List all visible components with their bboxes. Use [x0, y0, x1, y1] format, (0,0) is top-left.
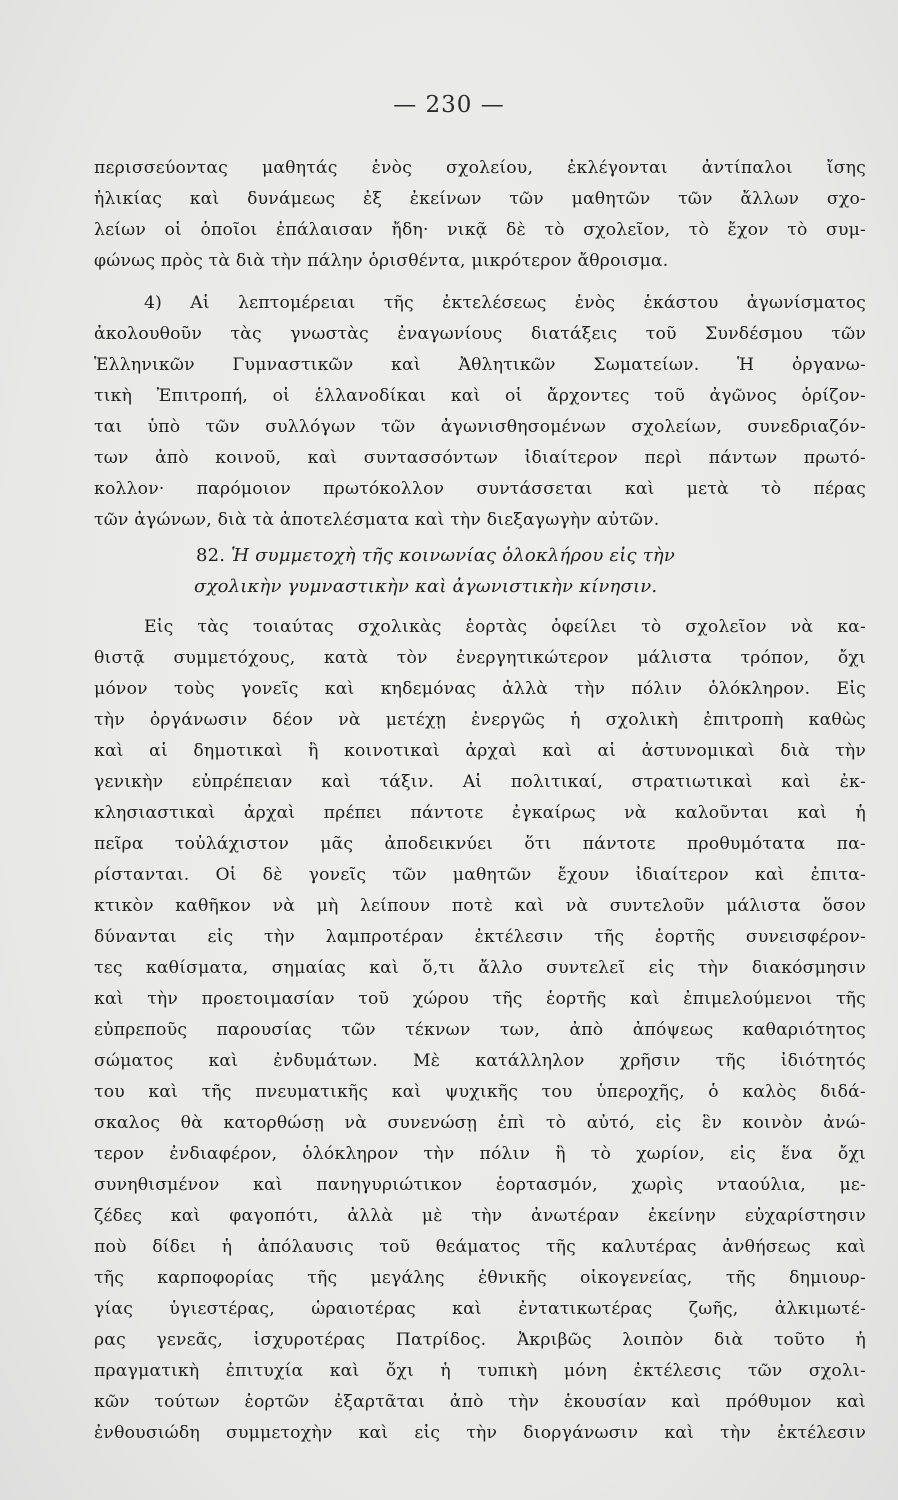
text-line: περισσεύοντας μαθητάς ἑνὸς σχολείου, ἐκλέγονται ἀντίπαλοι ἴσης — [94, 158, 866, 178]
paragraph-item-4 — [94, 288, 866, 536]
text-line: καὶ αἱ δημοτικαὶ ἢ κοινοτικαὶ ἀρχαὶ καὶ αἱ ἀστυνομικαὶ διὰ τὴν — [94, 741, 866, 761]
page-number: — 230 — — [393, 92, 505, 118]
text-line: 4) Αἱ λεπτομέρειαι τῆς ἐκτελέσεως ἑνὸς ἑκάστου ἀγωνίσματος — [144, 293, 866, 313]
text-line: κλησιαστικαὶ ἀρχαὶ πρέπει πάντοτε ἐγκαίρως νὰ καλοῦνται καὶ ἡ — [94, 803, 866, 823]
text-line: ἐνθουσιώδη συμμετοχὴν καὶ εἰς τὴν διοργάνωσιν καὶ τὴν ἐκτέλεσιν — [94, 1423, 866, 1443]
text-line: κολλον· παρόμοιον πρωτόκολλον συντάσσεται καὶ μετὰ τὸ πέρας — [94, 479, 866, 499]
text-line: των ἀπὸ κοινοῦ, καὶ συντασσόντων ἰδιαίτερον περὶ πάντων πρωτό- — [94, 448, 866, 468]
text-line: γίας ὑγιεστέρας, ὡραιοτέρας καὶ ἐντατικωτέρας ζωῆς, ἀλκιμωτέ- — [94, 1299, 866, 1319]
section-title-line-1 — [94, 540, 866, 571]
paragraph-continuation — [94, 153, 866, 277]
text-line: μόνον τοὺς γονεῖς καὶ κηδεμόνας ἀλλὰ τὴν πόλιν ὁλόκληρον. Εἰς — [94, 679, 866, 699]
text-line: εὐπρεποῦς παρουσίας τῶν τέκνων των, ἀπὸ ἀπόψεως καθαριότητος — [94, 1020, 866, 1040]
text-line: φώνως πρὸς τὰ διὰ τὴν πάλην ὁρισθέντα, μικρότερον ἄθροισμα. — [94, 251, 669, 271]
section-number: 82. — [196, 545, 226, 566]
text-line: δύνανται εἰς τὴν λαμπροτέραν ἐκτέλεσιν τῆς ἑορτῆς συνεισφέρον- — [94, 927, 866, 947]
text-line: ζέδες καὶ φαγοπότι, ἀλλὰ μὲ τὴν ἀνωτέραν ἐκείνην εὐχαρίστησιν — [94, 1206, 866, 1226]
text-line: σώματος καὶ ἐνδυμάτων. Μὲ κατάλληλον χρῆσιν τῆς ἰδιότητός — [94, 1051, 866, 1071]
text-line: θιστᾷ συμμετόχους, κατὰ τὸν ἐνεργητικώτερον μάλιστα τρόπον, ὄχι — [94, 648, 866, 668]
text-line: τες καθίσματα, σημαίας καὶ ὅ,τι ἄλλο συντελεῖ εἰς τὴν διακόσμησιν — [94, 958, 866, 978]
text-line: ται ὑπὸ τῶν συλλόγων τῶν ἀγωνισθησομένων σχολείων, συνεδριαζόν- — [94, 417, 866, 437]
text-line: του καὶ τῆς πνευματικῆς καὶ ψυχικῆς του ὑπεροχῆς, ὁ καλὸς διδά- — [94, 1082, 866, 1102]
paragraph-main — [94, 612, 866, 1449]
text-line: σκαλος θὰ κατορθώσῃ νὰ συνενώσῃ ἐπὶ τὸ αὐτό, εἰς ἓν κοινὸν ἀνώ- — [94, 1113, 866, 1133]
text-line: καὶ τὴν προετοιμασίαν τοῦ χώρου τῆς ἑορτῆς καὶ ἐπιμελούμενοι τῆς — [94, 989, 866, 1009]
text-line: ρας γενεᾶς, ἰσχυροτέρας Πατρίδος. Ἀκριβῶς λοιπὸν διὰ τοῦτο ἡ — [94, 1330, 866, 1350]
text-line: τὴν ὀργάνωσιν δέον νὰ μετέχῃ ἐνεργῶς ἡ σχολικὴ ἐπιτροπὴ καθὼς — [94, 710, 866, 730]
text-line: ρίστανται. Οἱ δὲ γονεῖς τῶν μαθητῶν ἔχουν ἰδιαίτερον καὶ ἐπιτα- — [94, 865, 866, 885]
text-line: Εἰς τὰς τοιαύτας σχολικὰς ἑορτὰς ὀφείλει τὸ σχολεῖον νὰ κα- — [144, 617, 866, 637]
text-line: τῆς καρποφορίας τῆς μεγάλης ἐθνικῆς οἰκογενείας, τῆς δημιουρ- — [94, 1268, 866, 1288]
text-line: ἡλικίας καὶ δυνάμεως ἐξ ἐκείνων τῶν μαθητῶν τῶν ἄλλων σχο- — [94, 189, 866, 209]
section-title-line-2: σχολικὴν γυμναστικὴν καὶ ἀγωνιστικὴν κίνησιν. — [194, 576, 658, 597]
text-line: ἀκολουθοῦν τὰς γνωστὰς ἐναγωνίους διατάξεις τοῦ Συνδέσμου τῶν — [94, 324, 866, 344]
text-line: πραγματικὴ ἐπιτυχία καὶ ὄχι ἡ τυπικὴ μόνη ἐκτέλεσις τῶν σχολι- — [94, 1361, 866, 1381]
section-title-text: Ἡ συμμετοχὴ τῆς κοινωνίας ὁλοκλήρου εἰς τὴν — [231, 545, 676, 566]
text-line: τικὴ Ἐπιτροπή, οἱ ἑλλανοδίκαι καὶ οἱ ἄρχοντες τοῦ ἀγῶνος ὁρίζον- — [94, 386, 866, 406]
text-line: τερον ἐνδιαφέρον, ὁλόκληρον τὴν πόλιν ἢ τὸ χωρίον, εἰς ἕνα ὄχι — [94, 1144, 866, 1164]
text-line: Ἑλληνικῶν Γυμναστικῶν καὶ Ἀθλητικῶν Σωματείων. Ἡ ὀργανω- — [94, 355, 866, 375]
text-line: κτικὸν καθῆκον νὰ μὴ λείπουν ποτὲ καὶ νὰ συντελοῦν μάλιστα ὅσον — [94, 896, 866, 916]
text-line: πεῖρα τοὐλάχιστον μᾶς ἀποδεικνύει ὅτι πάντοτε προθυμότατα πα- — [94, 834, 866, 854]
text-line: γενικὴν εὐπρέπειαν καὶ τάξιν. Αἱ πολιτικαί, στρατιωτικαὶ καὶ ἐκ- — [94, 772, 866, 792]
text-line: κῶν τούτων ἑορτῶν ἐξαρτᾶται ἀπὸ τὴν ἑκουσίαν καὶ πρόθυμον καὶ — [94, 1392, 866, 1412]
text-line: λείων οἱ ὁποῖοι ἐπάλαισαν ἤδη· νικᾷ δὲ τὸ σχολεῖον, τὸ ἔχον τὸ συμ- — [94, 220, 866, 240]
text-line: τῶν ἀγώνων, διὰ τὰ ἀποτελέσματα καὶ τὴν διεξαγωγὴν αὐτῶν. — [94, 510, 660, 530]
text-line: συνηθισμένον καὶ πανηγυριώτικον ἑορτασμόν, χωρὶς νταούλια, με- — [94, 1175, 866, 1195]
text-line: ποὺ δίδει ἡ ἀπόλαυσις τοῦ θεάματος τῆς καλυτέρας ἀνθήσεως καὶ — [94, 1237, 866, 1257]
section-heading — [94, 540, 866, 602]
